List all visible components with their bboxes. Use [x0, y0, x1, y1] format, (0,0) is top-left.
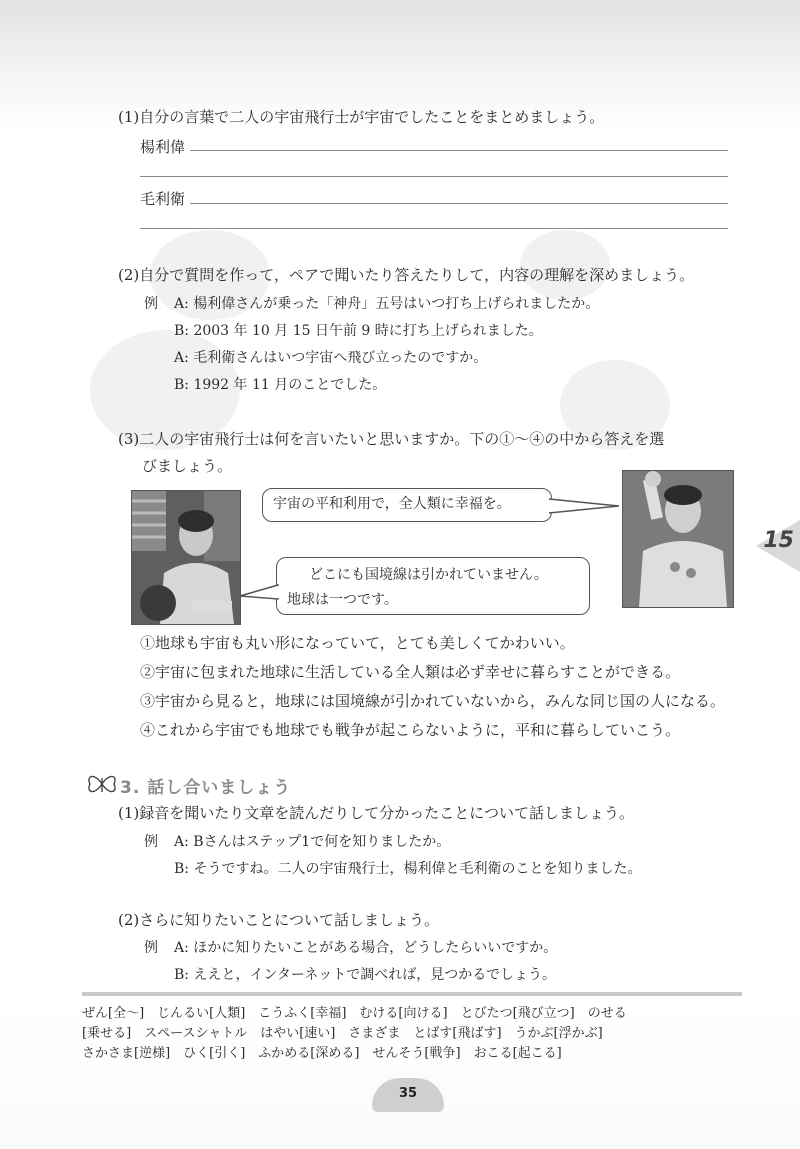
answer-line[interactable]	[140, 228, 728, 229]
q2-example-label: 例	[144, 296, 158, 312]
s3-dialogue-line: B: ええと，インターネットで調べれば，見つかるでしょう。	[174, 967, 557, 983]
q2-prompt: (2)自分で質問を作って，ペアで聞いたり答えたりして，内容の理解を深めましょう。	[118, 266, 695, 284]
bubble-text: 地球は一つです。	[287, 592, 398, 608]
answer-option[interactable]: ①地球も宇宙も丸い形になっていて，とても美しくてかわいい。	[140, 634, 575, 652]
q3-prompt-line1: (3)二人の宇宙飛行士は何を言いたいと思いますか。下の①～④の中から答えを選	[118, 430, 665, 448]
butterfly-icon	[86, 770, 118, 798]
bubble-tail	[238, 582, 280, 604]
s3-p1-example-label: 例	[144, 834, 158, 850]
answer-line[interactable]	[190, 150, 728, 151]
s3-dialogue-line: B: そうですね。二人の宇宙飛行士，楊利偉と毛利衛のことを知りました。	[174, 861, 642, 877]
answer-line[interactable]	[140, 176, 728, 177]
q3-prompt-line2: びましょう。	[142, 457, 233, 475]
section-title: 3. 話し合いましょう	[120, 778, 292, 798]
vocab-line: さかさま[逆様] ひく[引く] ふかめる[深める] せんそう[戦争] おこる[起こる]	[82, 1046, 562, 1061]
q2-dialogue-line: A: 楊利偉さんが乗った「神舟」五号はいつ打ち上げられましたか。	[174, 296, 600, 312]
answer-option[interactable]: ③宇宙から見ると，地球には国境線が引かれていないから，みんな同じ国の人になる。	[140, 692, 726, 710]
bubble-text: 宇宙の平和利用で，全人類に幸福を。	[273, 496, 511, 512]
vocab-line: [乗せる] スペースシャトル はやい[速い] さまざま とばす[飛ばす] うかぶ[浮かぶ]	[82, 1026, 603, 1041]
chapter-tab-label: 15	[763, 528, 794, 553]
astronaut-photo-yang	[622, 470, 734, 608]
s3-p1-prompt: (1)録音を聞いたり文章を読んだりして分かったことについて話しましょう。	[118, 804, 634, 822]
answer-option[interactable]: ②宇宙に包まれた地球に生活している全人類は必ず幸せに暮らすことができる。	[140, 663, 681, 681]
answer-line[interactable]	[190, 203, 728, 204]
s3-p2-prompt: (2)さらに知りたいことについて話しましょう。	[118, 911, 439, 929]
astronaut-photo-mohri	[131, 490, 241, 625]
q1-name-mohri: 毛利衛	[140, 190, 186, 208]
bubble-tail	[549, 496, 621, 518]
vocabulary-box	[82, 992, 742, 996]
s3-dialogue-line: A: ほかに知りたいことがある場合，どうしたらいいですか。	[174, 940, 558, 956]
q1-name-yang: 楊利偉	[140, 138, 186, 156]
bubble-text: どこにも国境線は引かれていません。	[309, 567, 548, 583]
q2-dialogue-line: B: 2003 年 10 月 15 日午前 9 時に打ち上げられました。	[174, 323, 543, 339]
answer-option[interactable]: ④これから宇宙でも地球でも戦争が起こらないように，平和に暮らしていこう。	[140, 721, 681, 739]
s3-p2-example-label: 例	[144, 940, 158, 956]
q2-dialogue-line: B: 1992 年 11 月のことでした。	[174, 377, 387, 393]
q1-prompt: (1)自分の言葉で二人の宇宙飛行士が宇宙でしたことをまとめましょう。	[118, 108, 605, 126]
speech-bubble-yang	[262, 488, 552, 522]
page-number: 35	[398, 1086, 418, 1101]
s3-dialogue-line: A: Bさんはステップ1で何を知りましたか。	[174, 834, 451, 850]
speech-bubble-mohri	[276, 557, 590, 615]
q2-dialogue-line: A: 毛利衛さんはいつ宇宙へ飛び立ったのですか。	[174, 350, 488, 366]
vocab-line: ぜん[全～] じんるい[人類] こうふく[幸福] むける[向ける] とびたつ[飛び立つ] のせる	[82, 1006, 627, 1021]
